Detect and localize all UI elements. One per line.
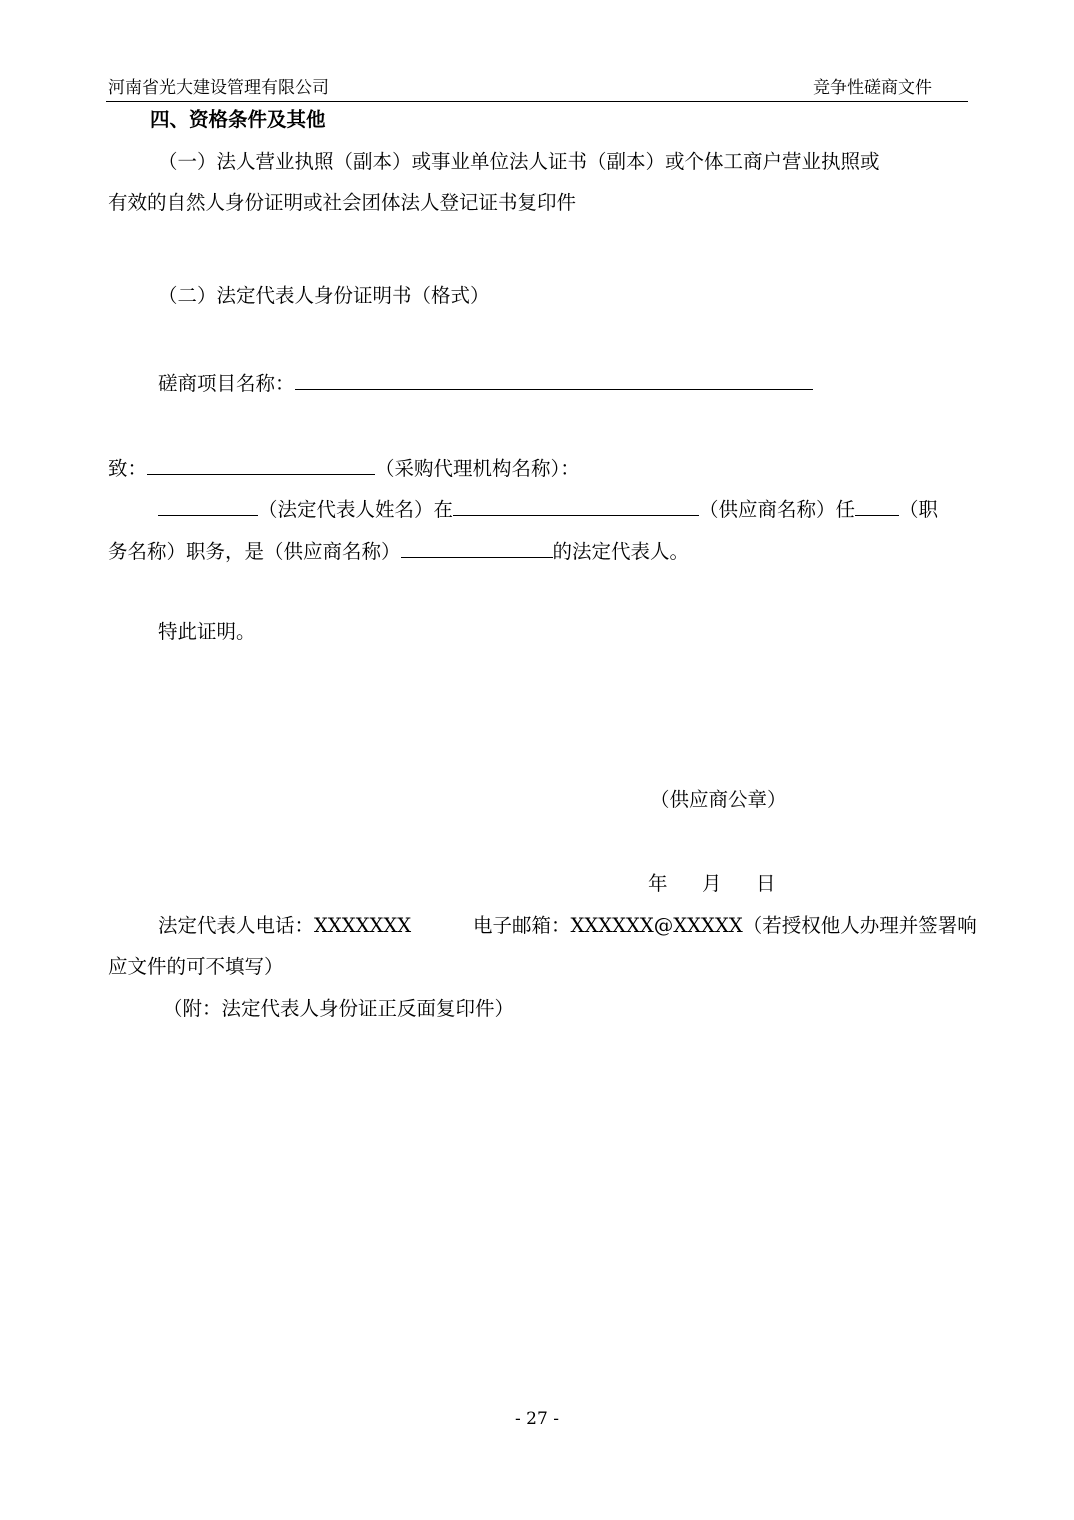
rep-name-blank[interactable]: [158, 493, 258, 516]
supplier-seal: （供应商公章）: [650, 788, 787, 811]
item1-line2: 有效的自然人身份证明或社会团体法人登记证书复印件: [108, 191, 577, 214]
date-month: 月: [702, 872, 722, 895]
date-day: 日: [756, 872, 776, 895]
item2-title: （二）法定代表人身份证明书（格式）: [158, 284, 490, 307]
certify-text: 特此证明。: [158, 620, 256, 643]
project-name-label: 磋商项目名称：: [158, 372, 295, 395]
rep-email-cont: 应文件的可不填写）: [108, 955, 284, 978]
date-year: 年: [648, 872, 668, 895]
supplier-name-blank[interactable]: [453, 493, 699, 516]
agency-hint: （采购代理机构名称）：: [375, 457, 580, 480]
rep-line2-start: 务名称）职务，是（供应商名称）: [108, 540, 401, 563]
to-row: [108, 452, 580, 482]
rep-name-hint: （法定代表人姓名）在: [258, 498, 454, 521]
rep-line2-end: 的法定代表人。: [552, 540, 690, 563]
rep-email: 电子邮箱：XXXXXX@XXXXX（若授权他人办理并签署响: [473, 914, 977, 937]
agency-name-blank[interactable]: [147, 452, 375, 475]
page-number: - 27 -: [515, 1409, 559, 1429]
position-hint-start: （职: [899, 498, 939, 521]
header-rule: [106, 101, 968, 102]
header-doc-type: 竞争性磋商文件: [813, 78, 932, 98]
item1-line1: （一）法人营业执照（副本）或事业单位法人证书（副本）或个体工商户营业执照或: [158, 150, 880, 173]
section-title: 四、资格条件及其他: [150, 108, 326, 131]
rep-row-2: [108, 535, 689, 565]
supplier-hint: （供应商名称）任: [699, 498, 856, 521]
header-company: 河南省光大建设管理有限公司: [108, 78, 329, 98]
project-name-blank[interactable]: [295, 367, 813, 390]
project-name-row: [158, 367, 813, 397]
rep-row-1: [158, 493, 938, 523]
supplier-name-blank-2[interactable]: [401, 535, 553, 558]
attachment-note: （附：法定代表人身份证正反面复印件）: [163, 997, 515, 1020]
position-blank[interactable]: [855, 493, 899, 516]
to-label: 致：: [108, 457, 148, 480]
rep-phone: 法定代表人电话：XXXXXXX: [158, 914, 412, 937]
